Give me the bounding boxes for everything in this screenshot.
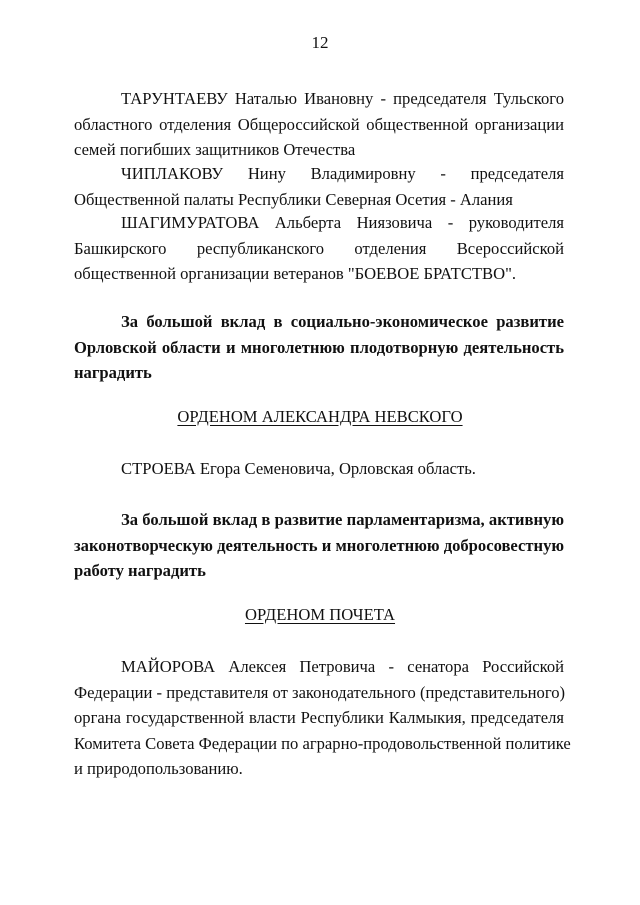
rationale-line: работу наградить	[74, 561, 206, 580]
recipient-line: Федерации - представителя от законодательного (представительного)	[74, 682, 566, 702]
entry-line: ТАРУНТАЕВУ Наталью Ивановну - председателя Тульского	[121, 89, 564, 108]
recipient-line: МАЙОРОВА Алексея Петровича - сенатора Российской	[121, 657, 564, 676]
award-rationale-1	[74, 309, 564, 386]
entry-line: семей погибших защитников Отечества	[74, 140, 356, 159]
award-entry-tarutaeva	[74, 86, 564, 163]
recipient-line: и природопользованию.	[74, 759, 243, 778]
recipient-line: Комитета Совета Федерации по аграрно-продовольственной политике	[74, 733, 571, 753]
rationale-line: За большой вклад в социально-экономическое развитие	[121, 312, 564, 331]
entry-line: ЧИПЛАКОВУ Нину Владимировну - председателя	[121, 164, 564, 183]
recipient-line: СТРОЕВА Егора Семеновича, Орловская область.	[121, 459, 476, 478]
award-entry-chiplakova	[74, 161, 564, 212]
award-rationale-2	[74, 507, 564, 584]
page-number: 12	[311, 33, 329, 52]
rationale-line: За большой вклад в развитие парламентаризма, активную	[121, 510, 564, 529]
rationale-line: законотворческую деятельность и многолетнюю добросовестную	[74, 535, 565, 555]
entry-line: Общественной палаты Республики Северная Осетия - Алания	[74, 189, 513, 209]
entry-line: ШАГИМУРАТОВА Альберта Ниязовича - руководителя	[121, 213, 564, 232]
award-recipient-mayorov	[74, 654, 571, 782]
entry-line: областного отделения Общероссийской общественной организации	[74, 114, 564, 134]
rationale-line: Орловской области и многолетнюю плодотворную деятельность	[74, 337, 564, 357]
order-heading-nevsky: ОРДЕНОМ АЛЕКСАНДРА НЕВСКОГО	[177, 407, 463, 426]
entry-line: Башкирского республиканского отделения Всероссийской	[74, 238, 564, 258]
order-heading-pocheta: ОРДЕНОМ ПОЧЕТА	[244, 605, 396, 624]
recipient-line: органа государственной власти Республики Калмыкия, председателя	[74, 708, 564, 727]
award-recipient-stroev	[74, 456, 564, 482]
rationale-line: наградить	[74, 363, 152, 382]
award-entry-shagimuratova	[74, 210, 564, 287]
entry-line: общественной организации ветеранов "БОЕВОЕ БРАТСТВО".	[74, 264, 516, 283]
